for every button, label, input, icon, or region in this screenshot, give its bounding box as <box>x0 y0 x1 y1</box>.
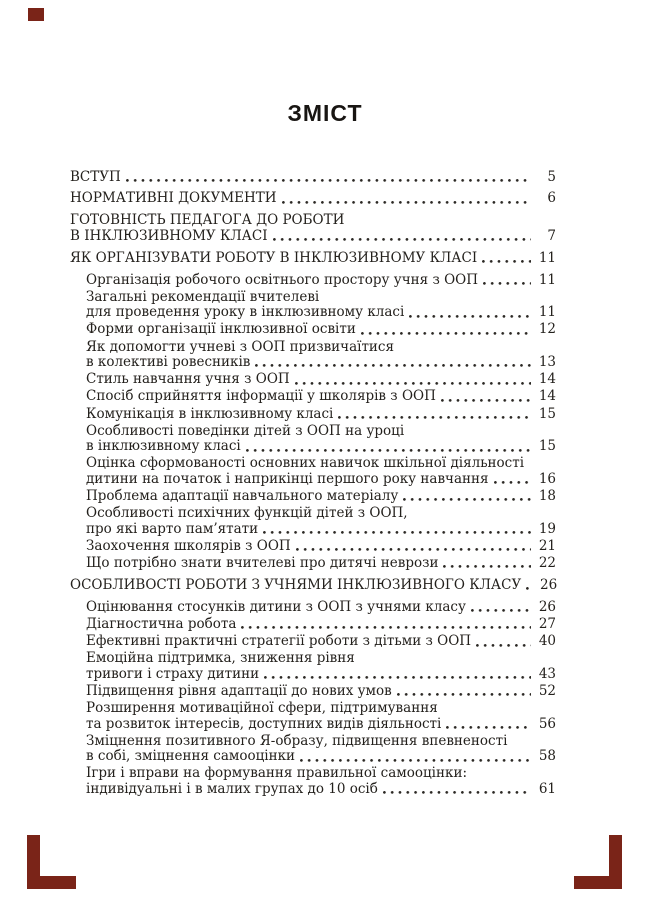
page-number: 12 <box>538 321 556 338</box>
toc-line <box>86 322 556 337</box>
toc-entry <box>70 213 556 244</box>
toc-entry <box>70 617 556 632</box>
dot-leader <box>395 684 531 699</box>
toc-entry <box>70 322 556 337</box>
dot-leader <box>253 355 531 370</box>
page-number: 27 <box>538 616 556 633</box>
page-number: 56 <box>538 715 556 732</box>
toc-line <box>86 634 556 649</box>
toc-entry <box>70 170 556 185</box>
toc-entry-text: Проблема адаптації навчального матеріалу <box>86 487 399 504</box>
page-number: 26 <box>538 598 556 615</box>
toc-entry <box>70 766 556 797</box>
toc-line <box>86 424 556 439</box>
page-number: 61 <box>538 780 556 797</box>
dot-leader <box>293 372 531 387</box>
toc-line <box>86 717 556 732</box>
dot-leader <box>381 782 531 797</box>
page-number: 11 <box>538 304 556 321</box>
toc-line <box>86 667 556 682</box>
dot-leader <box>481 273 531 288</box>
toc-entry-text: Розширення мотиваційної сфери, підтримування <box>86 700 438 717</box>
dot-leader <box>124 170 531 185</box>
page-number: 7 <box>547 227 556 244</box>
toc-entry-text: для проведення уроку в інклюзивному класі <box>86 304 405 321</box>
dot-leader <box>492 472 531 487</box>
toc-entry-text: ЯК ОРГАНІЗУВАТИ РОБОТУ В ІНКЛЮЗИВНОМУ КЛАСІ <box>70 249 478 266</box>
toc-line <box>70 170 556 185</box>
toc-entry-text: Діагностична робота <box>86 616 237 633</box>
toc-line <box>86 273 556 288</box>
toc-entry-text: Форми організації інклюзивної освіти <box>86 321 356 338</box>
toc-line <box>86 506 556 521</box>
toc-entry <box>70 634 556 649</box>
dot-leader <box>524 578 532 593</box>
dot-leader <box>474 634 531 649</box>
toc-entry-text: Ефективні практичні стратегії роботи з дітьми з ООП <box>86 633 472 650</box>
toc-entry-text: Оцінка сформованості основних навичок шкільної діяльності <box>86 455 525 472</box>
toc-entry-text: НОРМАТИВНІ ДОКУМЕНТИ <box>70 190 277 207</box>
toc-entry-text: ГОТОВНІСТЬ ПЕДАГОГА ДО РОБОТИ <box>70 212 345 229</box>
toc-entry <box>70 539 556 554</box>
dot-leader <box>298 749 531 764</box>
toc-line <box>86 489 556 504</box>
frame-corner-mark-bottom-right <box>574 835 622 889</box>
dot-leader <box>239 617 531 632</box>
frame-corner-mark-bottom-left <box>27 835 76 889</box>
page-number: 21 <box>538 537 556 554</box>
toc-entry-text: Спосіб сприйняття інформації у школярів з ООП <box>86 388 436 405</box>
page-number: 16 <box>538 470 556 487</box>
toc-line <box>86 749 556 764</box>
toc-entry <box>70 556 556 571</box>
toc-entry <box>70 701 556 732</box>
toc-entry <box>70 578 556 593</box>
dot-leader <box>280 191 531 206</box>
toc-entry <box>70 372 556 387</box>
page-number: 14 <box>538 388 556 405</box>
toc-line <box>86 782 556 797</box>
frame-corner-mark-top-left <box>28 8 44 21</box>
dot-leader <box>480 251 531 266</box>
toc-line <box>86 766 556 781</box>
page-number: 43 <box>538 665 556 682</box>
toc-entry-text: в інклюзивному класі <box>86 438 241 455</box>
dot-leader <box>407 305 531 320</box>
page-number: 13 <box>538 353 556 370</box>
toc-line <box>70 251 556 266</box>
toc-entry-text: дитини на початок і наприкінці першого року навчання <box>86 470 489 487</box>
toc-line <box>86 651 556 666</box>
dot-leader <box>444 717 531 732</box>
dot-leader <box>401 489 531 504</box>
toc-entry <box>70 600 556 615</box>
toc-line <box>86 456 556 471</box>
page-number: 26 <box>540 576 558 593</box>
toc-entry <box>70 191 556 206</box>
dot-leader <box>469 600 531 615</box>
toc-entry <box>70 273 556 288</box>
toc-entry-text: Загальні рекомендації вчителеві <box>86 288 320 305</box>
dot-leader <box>294 539 531 554</box>
toc-entry-text: В ІНКЛЮЗИВНОМУ КЛАСІ <box>70 227 268 244</box>
page-number: 14 <box>538 371 556 388</box>
toc-line <box>86 556 556 571</box>
toc-line <box>86 372 556 387</box>
toc-entry-text: Оцінювання стосунків дитини з ООП з учнями класу <box>86 598 466 615</box>
toc-entry-text: в колективі ровесників <box>86 353 251 370</box>
toc-entry <box>70 651 556 682</box>
toc-entry-text: Емоційна підтримка, зниження рівня <box>86 650 355 667</box>
page-number: 58 <box>538 748 556 765</box>
toc-entry <box>70 456 556 487</box>
dot-leader <box>271 229 531 244</box>
toc-line <box>86 407 556 422</box>
page-number: 11 <box>538 271 556 288</box>
toc-entry <box>70 506 556 537</box>
toc-entry-text: Як допомогти учневі з ООП призвичаїтися <box>86 338 395 355</box>
toc-line <box>86 617 556 632</box>
page-number: 5 <box>547 168 556 185</box>
toc-entry-text: тривоги і страху дитини <box>86 665 260 682</box>
toc-line <box>86 539 556 554</box>
toc-line <box>86 439 556 454</box>
toc-entry-text: Підвищення рівня адаптації до нових умов <box>86 683 392 700</box>
table-of-contents <box>70 163 556 799</box>
toc-line <box>86 522 556 537</box>
toc-line <box>86 701 556 716</box>
toc-entry-text: Особливості психічних функцій дітей з ООП, <box>86 505 408 522</box>
toc-entry-text: в собі, зміцнення самооцінки <box>86 748 296 765</box>
toc-entry-text: Ігри і вправи на формування правильної самооцінки: <box>86 765 467 782</box>
toc-line <box>70 229 556 244</box>
toc-line <box>86 684 556 699</box>
toc-entry-text: Що потрібно знати вчителеві про дитячі неврози <box>86 555 439 571</box>
page-number: 19 <box>538 520 556 537</box>
toc-entry <box>70 734 556 765</box>
toc-entry-text: індивідуальні і в малих групах до 10 осіб <box>86 780 378 797</box>
page-title: ЗМІСТ <box>287 100 363 126</box>
dot-leader <box>359 322 531 337</box>
toc-entry <box>70 340 556 371</box>
toc-entry <box>70 389 556 404</box>
dot-leader <box>262 667 531 682</box>
toc-line <box>86 305 556 320</box>
toc-entry-text: про які варто пам’ятати <box>86 520 259 537</box>
toc-entry-text: ОСОБЛИВОСТІ РОБОТИ З УЧНЯМИ ІНКЛЮЗИВНОГО КЛАСУ <box>70 576 522 593</box>
toc-entry <box>70 251 556 266</box>
toc-entry-text: ВСТУП <box>70 168 121 185</box>
toc-line <box>86 290 556 305</box>
dot-leader <box>439 389 531 404</box>
toc-entry-text: Заохочення школярів з ООП <box>86 537 291 554</box>
toc-line <box>86 472 556 487</box>
dot-leader <box>336 407 531 422</box>
toc-entry-text: та розвиток інтересів, доступних видів діяльності <box>86 715 442 732</box>
page-number: 11 <box>538 249 556 266</box>
toc-entry <box>70 489 556 504</box>
dot-leader <box>244 439 531 454</box>
page-number: 40 <box>538 633 556 650</box>
dot-leader <box>441 556 531 571</box>
page-number: 6 <box>547 190 556 207</box>
toc-entry-text: Зміцнення позитивного Я-образу, підвищення впевненості <box>86 732 508 749</box>
toc-entry <box>70 407 556 422</box>
toc-entry-text: Стиль навчання учня з ООП <box>86 371 290 388</box>
toc-entry-text: Комунікація в інклюзивному класі <box>86 405 334 422</box>
dot-leader <box>261 522 531 537</box>
toc-line <box>86 389 556 404</box>
page-number: 15 <box>538 438 556 455</box>
page-number: 18 <box>538 487 556 504</box>
toc-entry <box>70 424 556 455</box>
page-number: 52 <box>538 683 556 700</box>
toc-line <box>86 355 556 370</box>
toc-entry-text: Особливості поведінки дітей з ООП на уроці <box>86 422 405 439</box>
toc-line <box>70 578 556 593</box>
toc-entry-text: Організація робочого освітнього простору учня з ООП <box>86 271 479 288</box>
toc-line <box>86 734 556 749</box>
page-number: 15 <box>538 405 556 422</box>
toc-line <box>86 600 556 615</box>
toc-line <box>70 213 556 228</box>
toc-line <box>70 191 556 206</box>
toc-line <box>86 340 556 355</box>
page-number: 22 <box>538 555 556 571</box>
toc-entry <box>70 684 556 699</box>
toc-entry <box>70 290 556 321</box>
